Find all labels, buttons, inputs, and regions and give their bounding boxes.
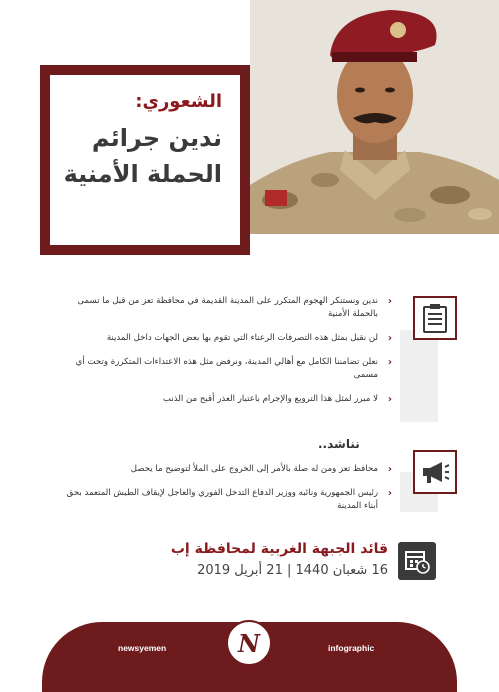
megaphone-icon [420,459,450,485]
source-date: 16 شعبان 1440 | 21 أبريل 2019 [197,563,388,578]
chevron-icon: ‹ [387,357,392,368]
list-item: ‹ نعلن تضامننا الكامل مع أهالي المدينة، ونرفض مثل هذه الاعتداءات المتكررة وتحت أي مسمى [75,357,392,380]
chevron-icon: ‹ [387,394,392,405]
megaphone-icon-box [413,450,457,494]
chevron-icon: ‹ [387,296,392,307]
list-item: ‹ ندين ونستنكر الهجوم المتكرر على المدينة القديمة في محافظة تعز من قبل ما تسمى بالحملة الأمنية [77,296,392,319]
logo-letter: N [238,628,260,658]
appeal-list [52,463,392,524]
source-info [160,541,388,578]
brand-logo [226,620,272,666]
chevron-icon: ‹ [387,488,392,499]
appeal-heading: نناشد.. [318,437,360,451]
source-title: قائد الجبهة الغربية لمحافظة إب [170,541,388,557]
list-item: ‹ لا مبرر لمثل هذا الترويع والإجرام باعتبار العذر أقبح من الذنب [162,394,392,405]
condemnation-list [52,295,392,417]
calendar-icon [398,542,436,580]
list-item: ‹ لن نقبل بمثل هذه التصرفات الرعناء التي تقوم بها بعض الجهات داخل المدينة [106,333,392,344]
list-item: ‹ محافظ تعز ومن له صلة بالأمر إلى الخروج على الملأ لتوضيح ما يحصل [130,464,392,475]
headline-line-2: الحملة الأمنية [63,160,222,188]
decorative-strip [400,330,438,422]
speaker-name: الشعوري: [135,91,222,112]
clipboard-icon-box [413,296,457,340]
brand-label: newsyemen [118,643,167,653]
list-item: ‹ رئيس الجمهورية ونائبه ووزير الدفاع التدخل الفوري والعاجل لإيقاف الطيش المتعمد بحق أبناء المدينة [66,488,392,511]
chevron-icon: ‹ [387,464,392,475]
category-label: infographic [328,643,375,653]
portrait-photo [250,0,499,234]
headline-line-1: ندين جرائم [91,124,222,152]
title-box [40,65,250,255]
chevron-icon: ‹ [387,333,392,344]
clipboard-icon [421,303,449,333]
